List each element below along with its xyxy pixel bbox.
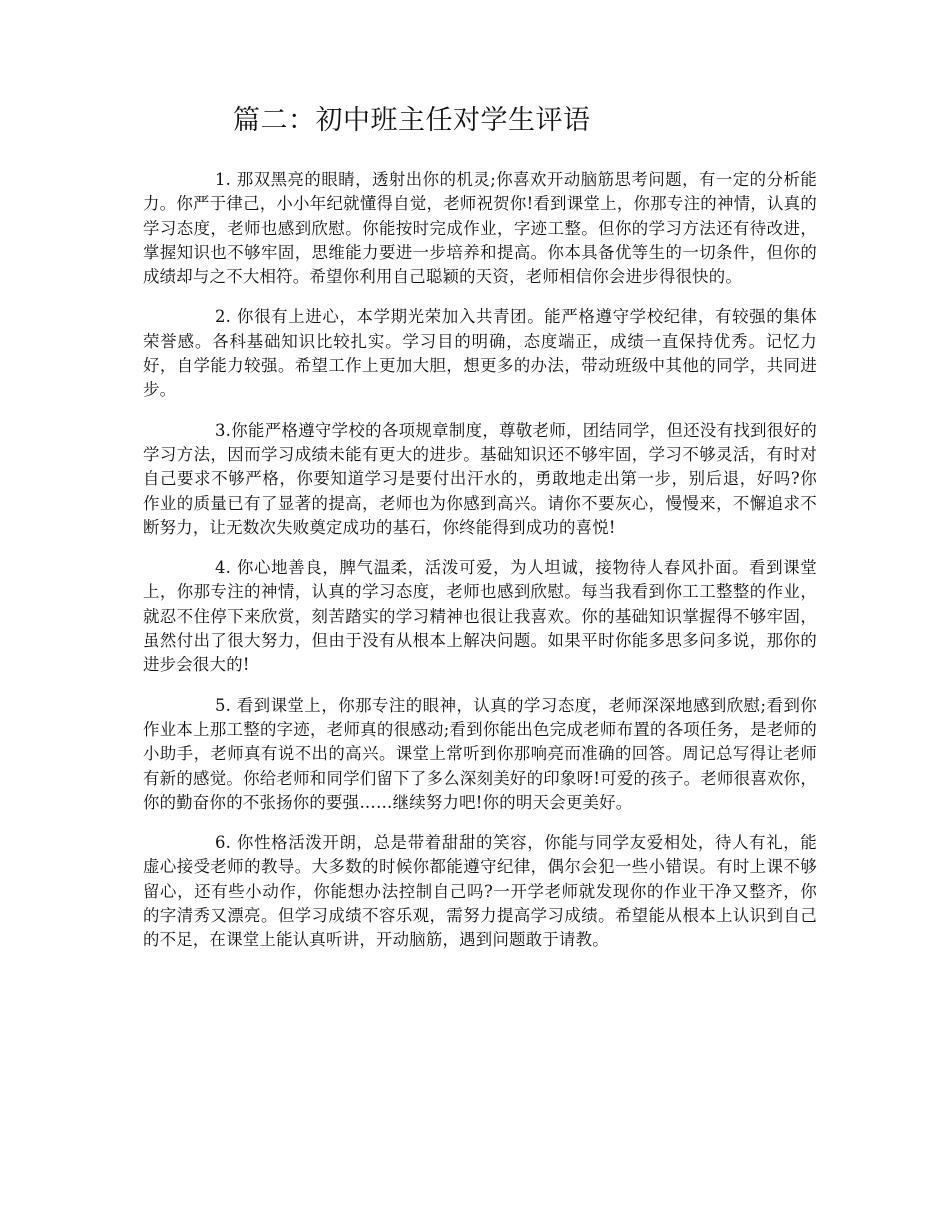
comment-paragraph-5: 5. 看到课堂上，你那专注的眼神，认真的学习态度，老师深深地感到欣慰;看到你作业本上那工整的字迹，老师真的很感动;看到你能出色完成老师布置的各项任务，是老师的小助手，老师真有说不出的高兴。课堂上常听到你那响亮而准确的回答。周记总写得让老师有新的感觉。你给老师和同学们留下了多么深刻美好的印象呀!可爱的孩子。老师很喜欢你，你的勤奋你的不张扬你的要强……继续努力吧!你的明天会更美好。 — [143, 695, 817, 812]
comment-paragraph-3: 3.你能严格遵守学校的各项规章制度，尊敬老师，团结同学，但还没有找到很好的学习方法，因而学习成绩未能有更大的进步。基础知识还不够牢固，学习不够灵活，有时对自己要求不够严格，你要知道学习是要付出汗水的，勇敢地走出第一步，别后退，好吗?你作业的质量已有了显著的提高，老师也为你感到高兴。请你不要灰心，慢慢来，不懈追求不断努力，让无数次失败奠定成功的基石，你终能得到成功的喜悦! — [143, 420, 817, 537]
comment-paragraph-1: 1. 那双黑亮的眼睛，透射出你的机灵;你喜欢开动脑筋思考问题，有一定的分析能力。你严于律己，小小年纪就懂得自觉，老师祝贺你!看到课堂上，你那专注的神情，认真的学习态度，老师也感到欣慰。你能按时完成作业，字迹工整。但你的学习方法还有待改进，掌握知识也不够牢固，思维能力要进一步培养和提高。你本具备优等生的一切条件，但你的成绩却与之不大相符。希望你利用自己聪颖的天资，老师相信你会进步得很快的。 — [143, 170, 817, 287]
comment-paragraph-4: 4. 你心地善良，脾气温柔，活泼可爱，为人坦诚，接物待人春风扑面。看到课堂上，你那专注的神情，认真的学习态度，老师也感到欣慰。每当我看到你工工整整的作业，就忍不住停下来欣赏，刻苦踏实的学习精神也很让我喜欢。你的基础知识掌握得不够牢固，虽然付出了很大努力，但由于没有从根本上解决问题。如果平时你能多思多问多说，那你的进步会很大的! — [143, 558, 817, 675]
comment-paragraph-6: 6. 你性格活泼开朗，总是带着甜甜的笑容，你能与同学友爱相处，待人有礼，能虚心接受老师的教导。大多数的时候你都能遵守纪律，偶尔会犯一些小错误。有时上课不够留心，还有些小动作，你能想办法控制自己吗?一开学老师就发现你的作业干净又整齐，你的字清秀又漂亮。但学习成绩不容乐观，需努力提高学习成绩。希望能从根本上认识到自己的不足，在课堂上能认真听讲，开动脑筋，遇到问题敢于请教。 — [143, 833, 817, 950]
comment-paragraph-2: 2. 你很有上进心，本学期光荣加入共青团。能严格遵守学校纪律，有较强的集体荣誉感。各科基础知识比较扎实。学习目的明确，态度端正，成绩一直保持优秀。记忆力好，自学能力较强。希望工作上更加大胆，想更多的办法，带动班级中其他的同学，共同进步。 — [143, 307, 817, 400]
document-body — [143, 168, 817, 969]
document-title: 篇二：初中班主任对学生评语 — [233, 105, 591, 136]
